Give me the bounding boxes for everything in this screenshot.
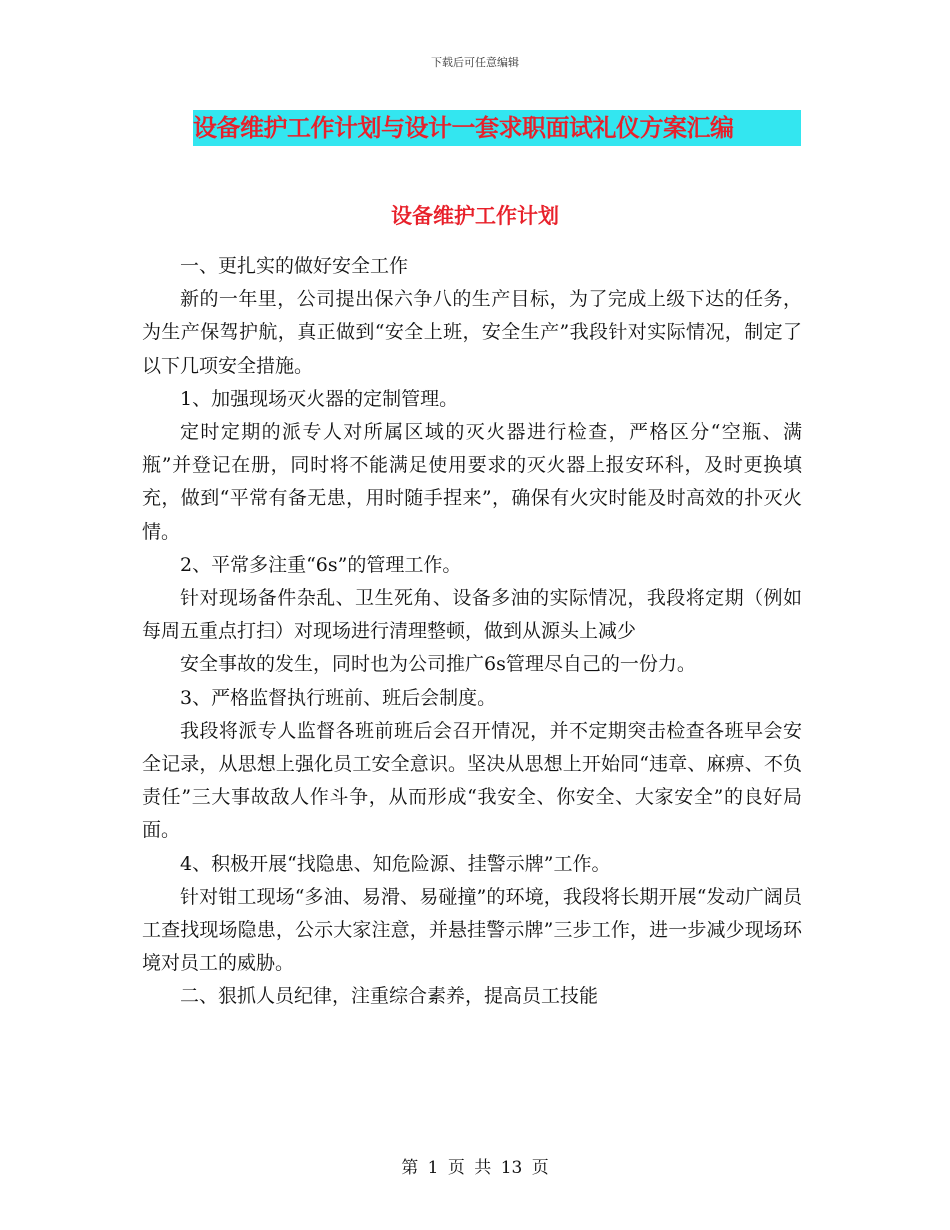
paragraph: 3、严格监督执行班前、班后会制度。 (180, 686, 497, 709)
paragraph: 4、积极开展“找隐患、知危险源、挂警示牌”工作。 (180, 852, 611, 875)
paragraph: 我段将派专人监督各班前班后会召开情况，并不定期突击检查各班早会安全记录，从思想上强化员工安全意识。坚决从思想上开始同“违章、麻痹、不负责任”三大事故敌人作斗争，从而形成“我安全、你安全、大家安全”的良好局面。 (142, 719, 802, 842)
paragraph: 新的一年里，公司提出保六争八的生产目标，为了完成上级下达的任务，为生产保驾护航，真正做到“安全上班，安全生产”我段针对实际情况，制定了以下几项安全措施。 (142, 288, 802, 377)
paragraph: 二、狠抓人员纪律，注重综合素养，提高员工技能 (180, 985, 599, 1008)
header-note: 下载后可任意编辑 (431, 56, 519, 69)
paragraph: 定时定期的派专人对所属区域的灭火器进行检查，严格区分“空瓶、满瓶”并登记在册，同时将不能满足使用要求的灭火器上报安环科，及时更换填充，做到“平常有备无患，用时随手捏来”，确保有火灾时能及时高效的扑灭火情。 (142, 421, 802, 543)
paragraph: 2、平常多注重“6s”的管理工作。 (180, 553, 462, 576)
page-footer: 第 1 页 共 13 页 (401, 1158, 549, 1178)
paragraph: 一、更扎实的做好安全工作 (180, 255, 409, 277)
section-title: 设备维护工作计划 (391, 203, 559, 228)
paragraph: 针对钳工现场“多油、易滑、易碰撞”的环境，我段将长期开展“发动广阔员工查找现场隐患，公示大家注意，并悬挂警示牌”三步工作，进一步减少现场环境对员工的威胁。 (142, 885, 802, 975)
paragraph: 针对现场备件杂乱、卫生死角、设备多油的实际情况，我段将定期（例如每周五重点打扫）对现场进行清理整顿，做到从源头上减少 (142, 587, 802, 643)
paragraph: 安全事故的发生，同时也为公司推广6s管理尽自己的一份力。 (180, 653, 696, 676)
document-body (142, 250, 802, 1014)
document-title: 设备维护工作计划与设计一套求职面试礼仪方案汇编 (193, 110, 801, 146)
paragraph: 1、加强现场灭火器的定制管理。 (180, 387, 459, 410)
